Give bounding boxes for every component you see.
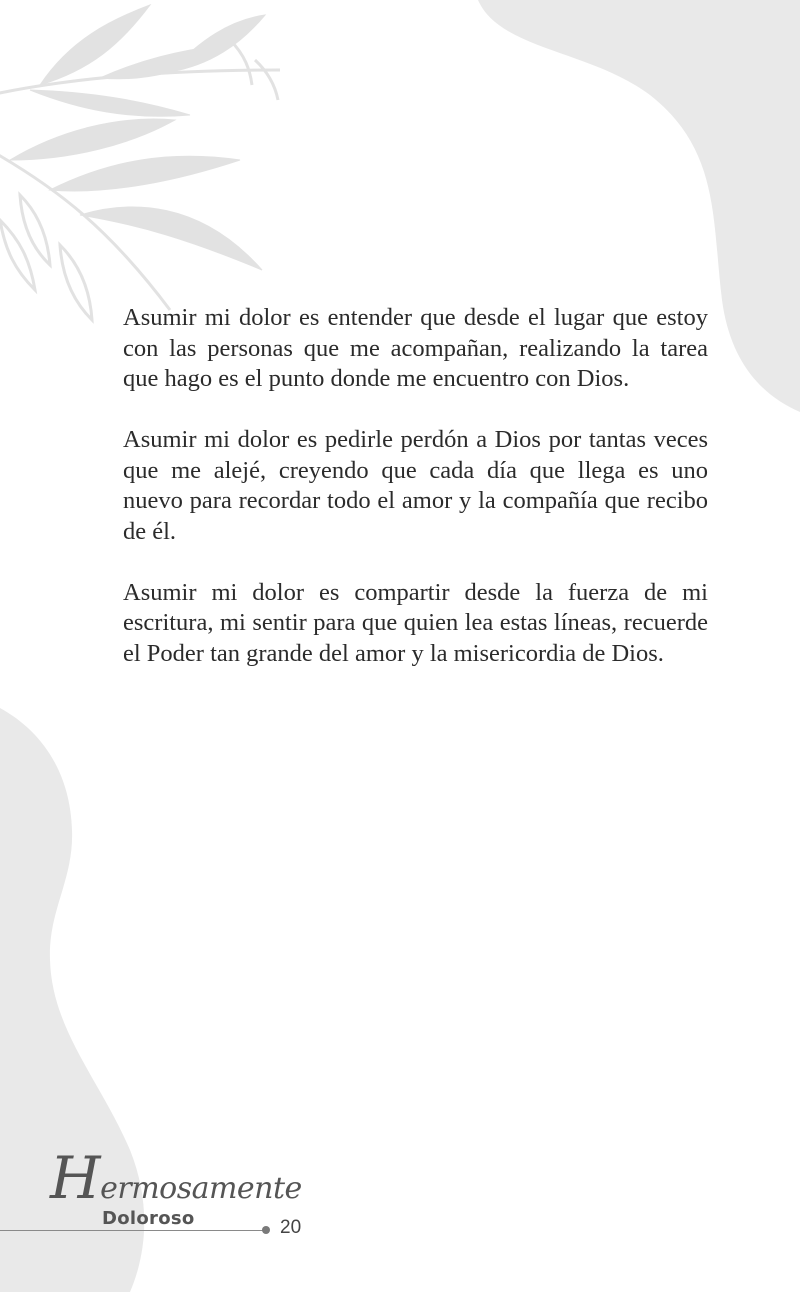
logo-script (50, 1144, 302, 1212)
paragraph-1: Asumir mi dolor es entender que desde el lugar que estoy con las personas que me acompañan, realizando la tarea que hago es el punto donde me encuentro con Dios. (123, 304, 708, 392)
leaf-branch-icon (0, 5, 280, 320)
paragraph-3: Asumir mi dolor es compartir desde la fuerza de mi escritura, mi sentir para que quien lea estas líneas, recuerde el Poder tan grande del amor y la misericordia de Dios. (123, 578, 708, 667)
paragraph-2: Asumir mi dolor es pedirle perdón a Dios por tantas veces que me alejé, creyendo que cada día que llega es uno nuevo para recordar todo el amor y la compañía que recibo de él. (123, 426, 708, 545)
logo-script-rest: ermosamente (100, 1171, 302, 1206)
page-number: 20 (280, 1217, 302, 1238)
logo-subtitle: Doloroso (102, 1208, 195, 1229)
body-text (123, 303, 708, 700)
footer-divider (0, 1230, 264, 1231)
page-dot-icon (262, 1226, 270, 1234)
logo-script-initial: H (50, 1144, 101, 1212)
